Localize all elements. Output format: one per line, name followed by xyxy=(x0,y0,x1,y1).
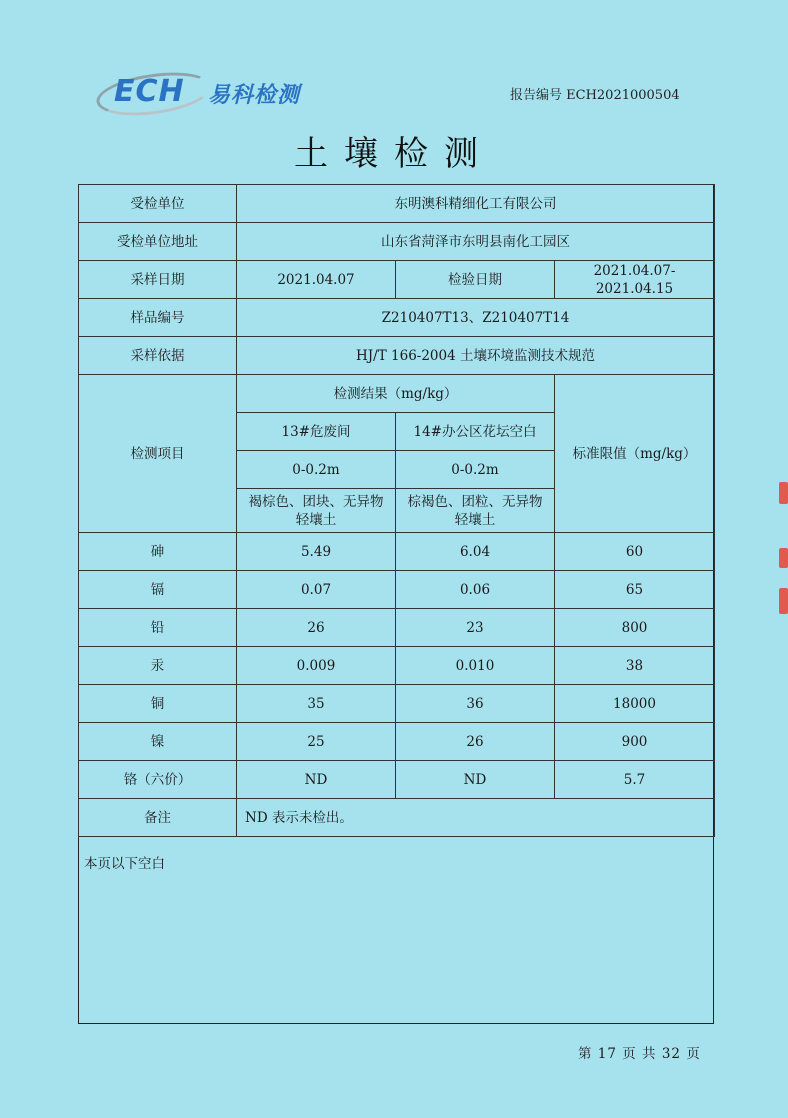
row-unit-address xyxy=(79,223,715,261)
limit-value: 65 xyxy=(555,571,715,609)
page-number: 第 17 页 共 32 页 xyxy=(578,1046,701,1062)
site1-description xyxy=(237,489,396,533)
site2-description-line2: 轻壤土 xyxy=(454,511,496,528)
site2-depth: 0-0.2m xyxy=(396,451,555,489)
item-name: 砷 xyxy=(79,533,237,571)
report-number: 报告编号 ECH2021000504 xyxy=(510,88,680,103)
limit-value: 60 xyxy=(555,533,715,571)
limit-value: 38 xyxy=(555,647,715,685)
item-name: 铜 xyxy=(79,685,237,723)
label-unit-address: 受检单位地址 xyxy=(79,223,237,261)
row-sampling-basis xyxy=(79,337,715,375)
row-inspected-unit xyxy=(79,185,715,223)
item-name: 铅 xyxy=(79,609,237,647)
limit-value: 18000 xyxy=(555,685,715,723)
site1-value: 0.07 xyxy=(237,571,396,609)
site1-description-line1: 褐棕色、团块、无异物 xyxy=(248,493,384,510)
value-test-date: 2021.04.07-2021.04.15 xyxy=(555,261,715,299)
site2-value: 6.04 xyxy=(396,533,555,571)
label-sample-number: 样品编号 xyxy=(79,299,237,337)
site2-value: 0.06 xyxy=(396,571,555,609)
table-row xyxy=(79,533,715,571)
row-remarks xyxy=(79,799,715,837)
table-row xyxy=(79,685,715,723)
logo-text: ECH xyxy=(114,74,185,109)
seal-edge-mark xyxy=(779,588,788,614)
blank-below-note: 本页以下空白 xyxy=(84,856,165,872)
row-results-header xyxy=(79,375,715,413)
header-test-item: 检测项目 xyxy=(79,375,237,533)
site2-description-line1: 棕褐色、团粒、无异物 xyxy=(407,493,543,510)
site1-value: 35 xyxy=(237,685,396,723)
header-test-results: 检测结果（mg/kg） xyxy=(237,375,555,413)
site1-value: 0.009 xyxy=(237,647,396,685)
soil-test-table xyxy=(78,184,715,837)
seal-edge-mark xyxy=(779,482,788,504)
value-inspected-unit: 东明澳科精细化工有限公司 xyxy=(237,185,715,223)
value-sampling-date: 2021.04.07 xyxy=(237,261,396,299)
site2-name: 14#办公区花坛空白 xyxy=(396,413,555,451)
site1-description-line2: 轻壤土 xyxy=(295,511,337,528)
table-row xyxy=(79,571,715,609)
site1-value: 25 xyxy=(237,723,396,761)
item-name: 汞 xyxy=(79,647,237,685)
label-remarks: 备注 xyxy=(79,799,237,837)
item-name: 镍 xyxy=(79,723,237,761)
table-row xyxy=(79,723,715,761)
table-row xyxy=(79,609,715,647)
label-inspected-unit: 受检单位 xyxy=(79,185,237,223)
label-test-date: 检验日期 xyxy=(396,261,555,299)
site2-description xyxy=(396,489,555,533)
site2-value: 23 xyxy=(396,609,555,647)
label-sampling-basis: 采样依据 xyxy=(79,337,237,375)
site2-value: 0.010 xyxy=(396,647,555,685)
site2-value: 36 xyxy=(396,685,555,723)
header-standard-limit: 标准限值（mg/kg） xyxy=(555,375,715,533)
report-header xyxy=(0,0,788,120)
seal-edge-mark xyxy=(779,548,788,568)
value-sampling-basis: HJ/T 166-2004 土壤环境监测技术规范 xyxy=(237,337,715,375)
item-name: 镉 xyxy=(79,571,237,609)
limit-value: 800 xyxy=(555,609,715,647)
site2-value: 26 xyxy=(396,723,555,761)
document-title: 土壤检测 xyxy=(294,134,494,174)
limit-value: 900 xyxy=(555,723,715,761)
company-logo xyxy=(96,72,336,112)
logo-chinese-name: 易科检测 xyxy=(208,83,301,108)
site1-value: ND xyxy=(237,761,396,799)
site1-value: 5.49 xyxy=(237,533,396,571)
table-row xyxy=(79,761,715,799)
value-remarks: ND 表示未检出。 xyxy=(237,799,715,837)
item-name: 铬（六价） xyxy=(79,761,237,799)
value-unit-address: 山东省菏泽市东明县南化工园区 xyxy=(237,223,715,261)
site2-value: ND xyxy=(396,761,555,799)
site1-name: 13#危废间 xyxy=(237,413,396,451)
label-sampling-date: 采样日期 xyxy=(79,261,237,299)
value-sample-number: Z210407T13、Z210407T14 xyxy=(237,299,715,337)
row-sample-number xyxy=(79,299,715,337)
row-dates xyxy=(79,261,715,299)
site1-value: 26 xyxy=(237,609,396,647)
site1-depth: 0-0.2m xyxy=(237,451,396,489)
limit-value: 5.7 xyxy=(555,761,715,799)
table-row xyxy=(79,647,715,685)
